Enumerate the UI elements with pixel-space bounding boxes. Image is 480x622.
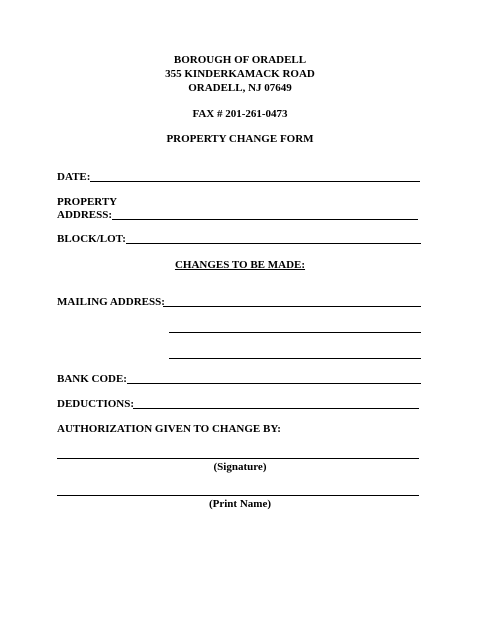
borough-name: BOROUGH OF ORADELL xyxy=(173,54,307,66)
mailing-address-field-line-1[interactable] xyxy=(163,306,421,307)
authorization-label: AUTHORIZATION GIVEN TO CHANGE BY: xyxy=(57,423,281,435)
mailing-address-field-line-2[interactable] xyxy=(169,332,421,333)
form-title: PROPERTY CHANGE FORM xyxy=(166,133,314,145)
date-field-line[interactable] xyxy=(90,181,420,182)
print-name-caption: (Print Name) xyxy=(208,498,271,510)
date-label: DATE: xyxy=(57,171,91,183)
property-address-field-line[interactable] xyxy=(112,219,418,220)
changes-heading: CHANGES TO BE MADE: xyxy=(174,259,306,271)
deductions-field-line[interactable] xyxy=(133,408,419,409)
address-label: ADDRESS: xyxy=(57,209,113,221)
signature-caption: (Signature) xyxy=(213,461,267,473)
city-state-zip: ORADELL, NJ 07649 xyxy=(188,82,292,94)
property-label: PROPERTY xyxy=(57,196,118,208)
deductions-label: DEDUCTIONS: xyxy=(57,398,135,410)
bank-code-field-line[interactable] xyxy=(127,383,421,384)
block-lot-label: BLOCK/LOT: xyxy=(57,233,126,245)
signature-field-line[interactable] xyxy=(57,458,419,459)
print-name-field-line[interactable] xyxy=(57,495,419,496)
block-lot-field-line[interactable] xyxy=(126,243,421,244)
bank-code-label: BANK CODE: xyxy=(57,373,127,385)
street-address: 355 KINDERKAMACK ROAD xyxy=(165,68,315,80)
mailing-address-field-line-3[interactable] xyxy=(169,358,421,359)
fax-number: FAX # 201-261-0473 xyxy=(192,108,288,120)
mailing-address-label: MAILING ADDRESS: xyxy=(57,296,165,308)
